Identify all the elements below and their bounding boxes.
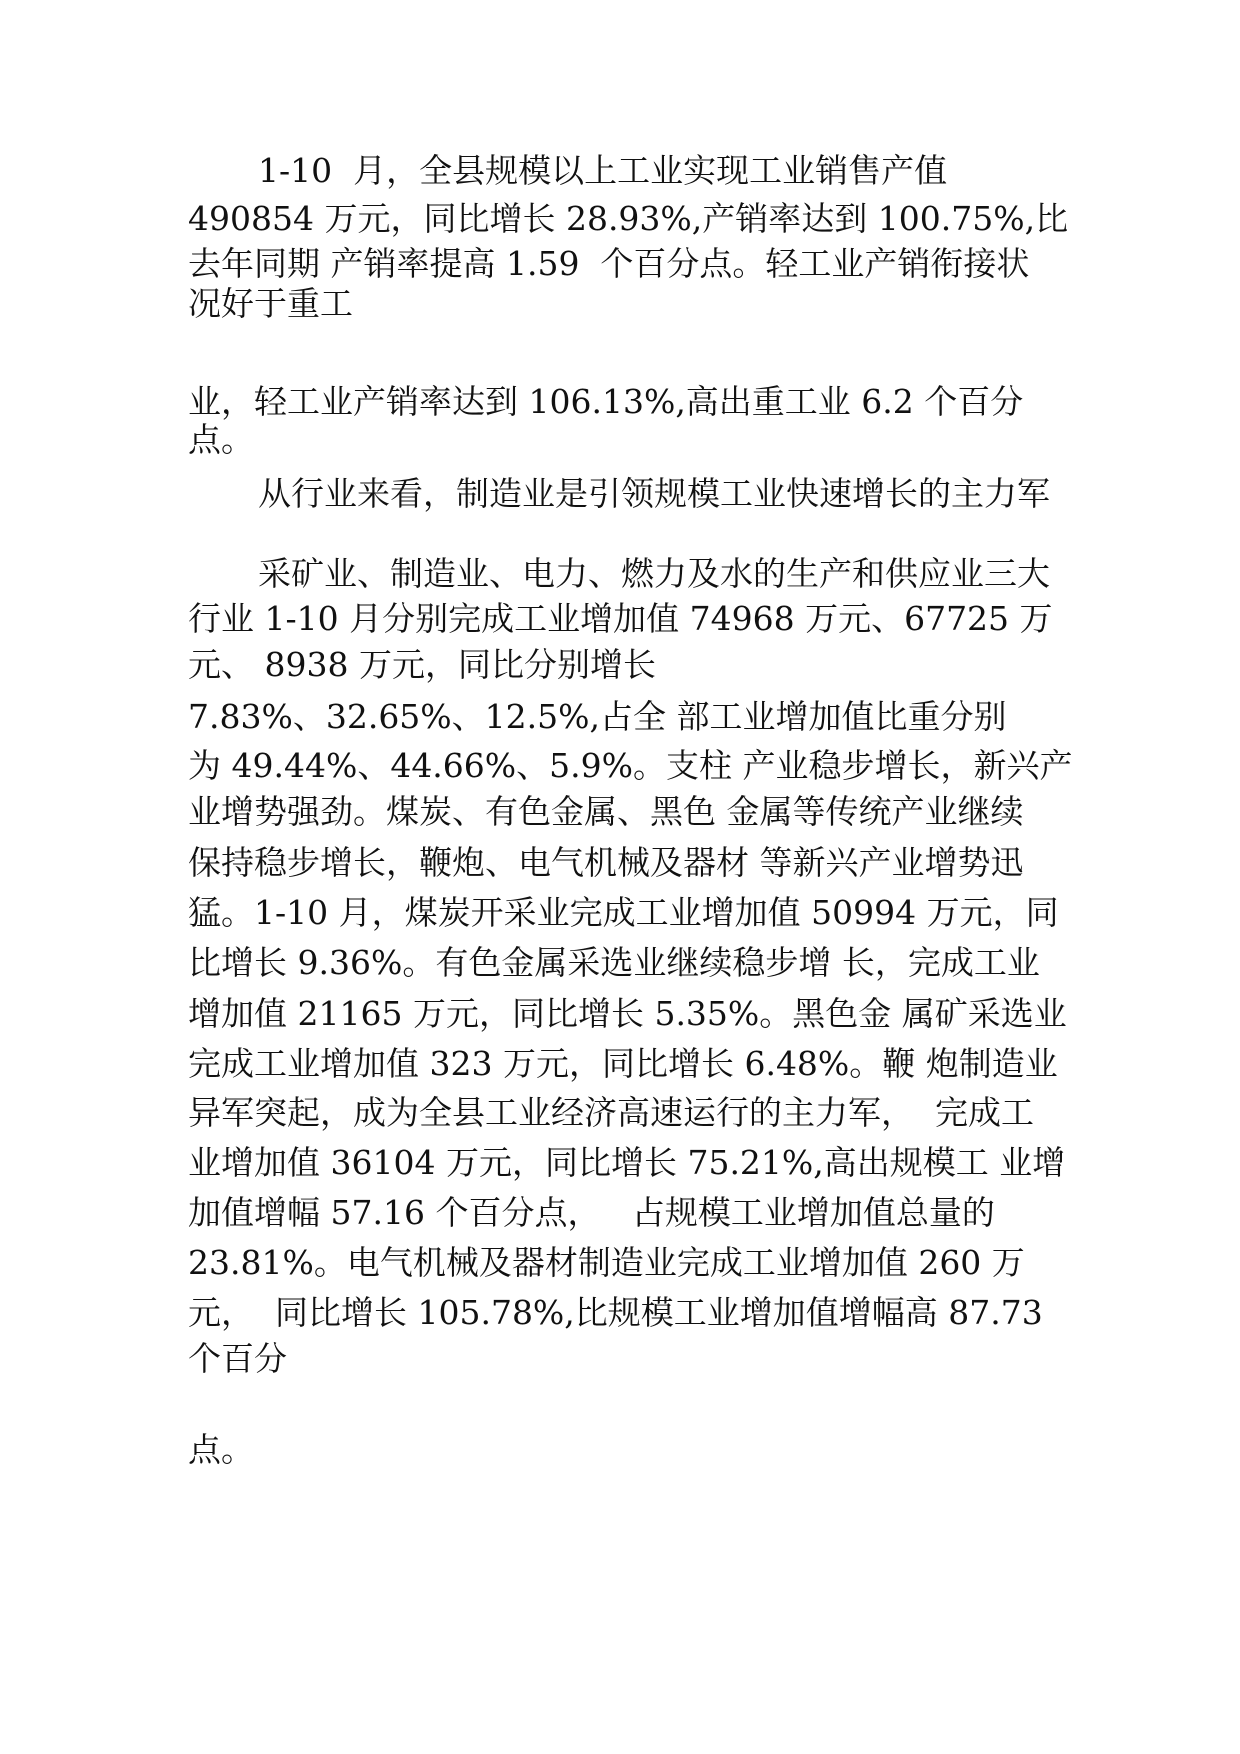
paragraph-1-line-5: 业，轻工业产销率达到 106.13%,高出重工业 6.2 个百分 <box>188 382 1024 421</box>
paragraph-1-line-2: 490854 万元，同比增长 28.93%,产销率达到 100.75%,比 <box>188 199 1069 238</box>
paragraph-3-line-9: 比增长 9.36%。有色金属采选业继续稳步增 长，完成工业 <box>188 943 1040 982</box>
paragraph-3-line-1: 采矿业、制造业、电力、燃力及水的生产和供应业三大 <box>258 554 1050 593</box>
paragraph-1-line-1: 1-10 月，全县规模以上工业实现工业销售产值 <box>258 151 948 190</box>
paragraph-3-line-14: 加值增幅 57.16 个百分点， 占规模工业增加值总量的 <box>188 1193 995 1232</box>
paragraph-3-line-16: 元， 同比增长 105.78%,比规模工业增加值增幅高 87.73 <box>188 1293 1043 1332</box>
paragraph-1-line-4: 况好于重工 <box>188 284 353 323</box>
paragraph-3-line-8: 猛。1-10 月，煤炭开采业完成工业增加值 50994 万元，同 <box>188 893 1059 932</box>
paragraph-3-line-13: 业增加值 36104 万元，同比增长 75.21%,高出规模工 业增 <box>188 1143 1066 1182</box>
paragraph-3-line-17: 个百分 <box>188 1339 287 1378</box>
paragraph-3-line-2: 行业 1-10 月分别完成工业增加值 74968 万元、67725 万 <box>188 599 1053 638</box>
paragraph-3-line-12: 异军突起，成为全县工业经济高速运行的主力军， 完成工 <box>188 1093 1034 1132</box>
paragraph-3-line-15: 23.81%。电气机械及器材制造业完成工业增加值 260 万 <box>188 1243 1025 1282</box>
paragraph-3-line-6: 业增势强劲。煤炭、有色金属、黑色 金属等传统产业继续 <box>188 792 1024 831</box>
paragraph-3-line-7: 保持稳步增长，鞭炮、电气机械及器材 等新兴产业增势迅 <box>188 843 1024 882</box>
paragraph-3-line-18: 点。 <box>188 1430 254 1469</box>
paragraph-3-line-4: 7.83%、32.65%、12.5%,占全 部工业增加值比重分别 <box>188 697 1007 736</box>
paragraph-1-line-6: 点。 <box>188 420 254 459</box>
paragraph-3-line-11: 完成工业增加值 323 万元，同比增长 6.48%。鞭 炮制造业 <box>188 1044 1058 1083</box>
paragraph-3-line-3: 元、 8938 万元，同比分别增长 <box>188 645 656 684</box>
paragraph-2-line-1: 从行业来看，制造业是引领规模工业快速增长的主力军 <box>258 474 1050 513</box>
paragraph-3-line-5: 为 49.44%、44.66%、5.9%。支柱 产业稳步增长，新兴产 <box>188 746 1073 785</box>
paragraph-3-line-10: 增加值 21165 万元，同比增长 5.35%。黑色金 属矿采选业 <box>188 994 1067 1033</box>
paragraph-1-line-3: 去年同期 产销率提高 1.59 个百分点。轻工业产销衔接状 <box>188 244 1030 283</box>
